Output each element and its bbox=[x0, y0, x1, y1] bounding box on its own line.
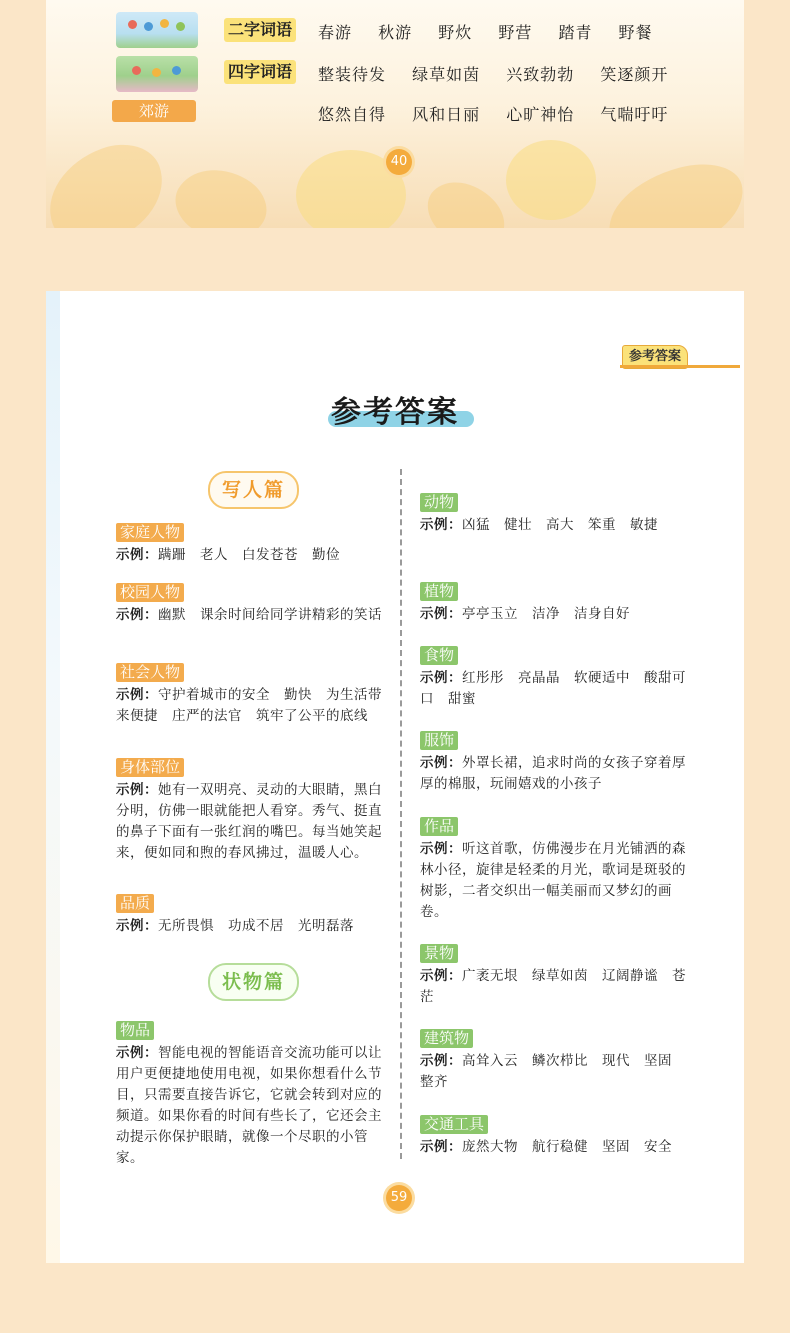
example-text: 示例：广袤无垠 绿草如茵 辽阔静谧 苍茫 bbox=[420, 968, 686, 1005]
flower-decoration bbox=[506, 140, 596, 220]
section-things: 状物篇 bbox=[208, 963, 299, 1001]
side-decoration bbox=[46, 291, 60, 1263]
section-people: 写人篇 bbox=[208, 471, 299, 509]
topic-badge: 郊游 bbox=[112, 100, 196, 122]
example-text: 示例：听这首歌，仿佛漫步在月光铺洒的森林小径，旋律是轻柔的月光，歌词是斑驳的树影，二者交织出一幅美丽而又梦幻的画卷。 bbox=[420, 841, 686, 920]
page-number: 59 bbox=[386, 1185, 412, 1211]
two-char-label: 二字词语 bbox=[224, 18, 296, 42]
example-text: 示例：智能电视的智能语音交流功能可以让用户更便捷地使用电视，如果你想看什么节目，只需要直接告诉它，它就会转到对应的频道。如果你看的时间有些长了，它还会主动提示你保护眼睛，就像一个尽职的小管家。 bbox=[116, 1045, 382, 1166]
answer-page bbox=[46, 291, 744, 1263]
example-text: 示例：高耸入云 鳞次栉比 现代 坚固 整齐 bbox=[420, 1053, 686, 1090]
category-label: 植物 bbox=[420, 582, 458, 601]
category-label: 建筑物 bbox=[420, 1029, 473, 1048]
example-text: 示例：幽默 课余时间给同学讲精彩的笑话 bbox=[116, 607, 382, 623]
answer-tab: 参考答案 bbox=[622, 345, 688, 369]
entry-campus bbox=[116, 582, 384, 626]
category-label: 校园人物 bbox=[116, 583, 184, 602]
example-text: 示例：她有一双明亮、灵动的大眼睛，黑白分明，仿佛一眼就能把人看穿。秀气、挺直的鼻子下面有一张红润的嘴巴。每当她笑起来，便如同和煦的春风拂过，温暖人心。 bbox=[116, 782, 382, 861]
entry-plant bbox=[420, 581, 688, 625]
example-text: 示例：亭亭玉立 洁净 洁身自好 bbox=[420, 606, 630, 622]
vocabulary-page bbox=[46, 0, 744, 228]
entry-work bbox=[420, 816, 688, 923]
entry-society bbox=[116, 662, 384, 727]
category-label: 交通工具 bbox=[420, 1115, 488, 1134]
entry-animal bbox=[420, 492, 688, 536]
children-illustration bbox=[116, 12, 198, 48]
example-text: 示例：守护着城市的安全 勤快 为生活带来便捷 庄严的法官 筑牢了公平的底线 bbox=[116, 687, 382, 724]
example-text: 示例：蹒跚 老人 白发苍苍 勤俭 bbox=[116, 547, 340, 563]
entry-quality bbox=[116, 893, 384, 937]
word: 兴致勃勃 bbox=[506, 65, 575, 84]
entry-clothing bbox=[420, 730, 688, 795]
example-text: 示例：红彤彤 亮晶晶 软硬适中 酸甜可口 甜蜜 bbox=[420, 670, 686, 707]
word: 风和日丽 bbox=[412, 105, 481, 124]
leaf-decoration bbox=[417, 166, 516, 228]
word: 笑逐颜开 bbox=[600, 65, 669, 84]
entry-family bbox=[116, 522, 384, 566]
word: 野营 bbox=[498, 23, 533, 42]
word: 整装待发 bbox=[318, 65, 387, 84]
four-char-label: 四字词语 bbox=[224, 60, 296, 84]
example-text: 示例：凶猛 健壮 高大 笨重 敏捷 bbox=[420, 517, 658, 533]
category-label: 食物 bbox=[420, 646, 458, 665]
category-label: 服饰 bbox=[420, 731, 458, 750]
example-text: 示例：外罩长裙，追求时尚的女孩子穿着厚厚的棉服，玩闹嬉戏的小孩子 bbox=[420, 755, 686, 792]
example-text: 示例：无所畏惧 功成不居 光明磊落 bbox=[116, 918, 354, 934]
category-label: 品质 bbox=[116, 894, 154, 913]
leaf-decoration bbox=[598, 153, 744, 228]
four-char-words-row2 bbox=[318, 102, 688, 125]
category-label: 身体部位 bbox=[116, 758, 184, 777]
entry-body bbox=[116, 757, 384, 864]
four-char-words-row1 bbox=[318, 62, 688, 85]
word: 秋游 bbox=[378, 23, 413, 42]
word: 心旷神怡 bbox=[506, 105, 575, 124]
entry-building bbox=[420, 1028, 688, 1093]
picnic-illustration bbox=[116, 56, 198, 92]
page-number: 40 bbox=[386, 149, 412, 175]
category-label: 作品 bbox=[420, 817, 458, 836]
category-label: 动物 bbox=[420, 493, 458, 512]
word: 春游 bbox=[318, 23, 353, 42]
column-divider bbox=[400, 469, 402, 1159]
example-text: 示例：庞然大物 航行稳健 坚固 安全 bbox=[420, 1139, 672, 1155]
word: 野餐 bbox=[618, 23, 653, 42]
leaf-decoration bbox=[46, 132, 178, 228]
word: 绿草如茵 bbox=[412, 65, 481, 84]
two-char-words bbox=[318, 20, 673, 43]
entry-scenery bbox=[420, 943, 688, 1008]
category-label: 景物 bbox=[420, 944, 458, 963]
leaf-decoration bbox=[165, 152, 278, 228]
word: 野炊 bbox=[438, 23, 473, 42]
word: 悠然自得 bbox=[318, 105, 387, 124]
entry-food bbox=[420, 645, 688, 710]
page-title: 参考答案 bbox=[331, 395, 459, 430]
category-label: 物品 bbox=[116, 1021, 154, 1040]
tab-underline bbox=[620, 365, 740, 368]
word: 气喘吁吁 bbox=[600, 105, 669, 124]
entry-object bbox=[116, 1020, 384, 1169]
entry-transport bbox=[420, 1114, 688, 1158]
word: 踏青 bbox=[558, 23, 593, 42]
category-label: 家庭人物 bbox=[116, 523, 184, 542]
category-label: 社会人物 bbox=[116, 663, 184, 682]
